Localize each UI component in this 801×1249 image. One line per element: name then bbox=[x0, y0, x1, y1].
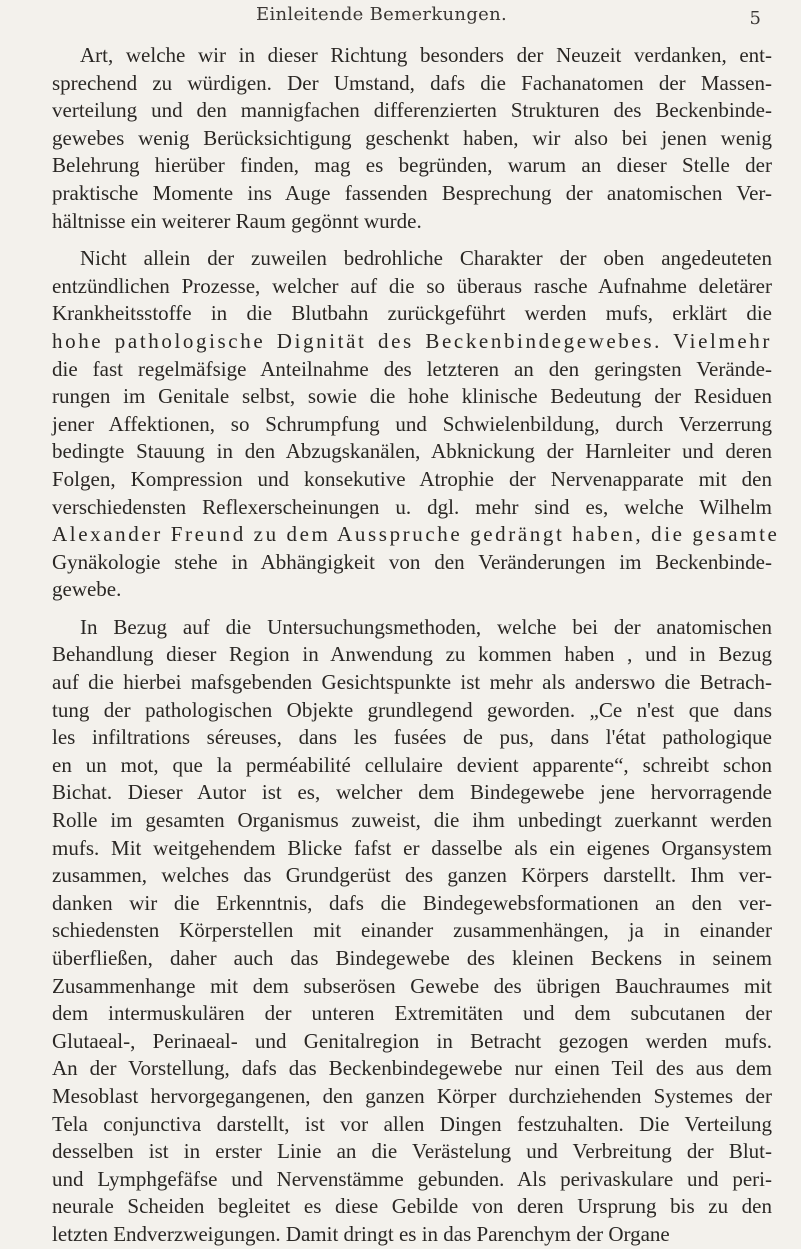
text-line: Glutaeal-, Perinaeal- und Genitalregion in Betracht gezogen werden mufs. bbox=[52, 1028, 772, 1053]
text-line: Belehrung hierüber finden, mag es begründen, warum an dieser Stelle der bbox=[52, 153, 772, 178]
text-line: Mesoblast hervorgegangenen, den ganzen Körper durchziehenden Systemes der bbox=[52, 1083, 772, 1108]
text-line: auf die hierbei mafsgebenden Gesichtspunkte ist mehr als anderswo die Betrach- bbox=[52, 670, 772, 695]
page-header bbox=[0, 4, 801, 34]
paragraph-gap bbox=[52, 235, 772, 245]
running-head: Einleitende Bemerkungen. bbox=[256, 4, 508, 25]
body-text bbox=[52, 42, 780, 1249]
text-line: verschiedensten Reflexerscheinungen u. dgl. mehr sind es, welche Wilhelm bbox=[52, 494, 772, 519]
paragraph bbox=[52, 42, 772, 235]
text-line: schiedensten Körperstellen mit einander zusammenhängen, ja in einander bbox=[52, 918, 772, 943]
text-line: Zusammenhange mit dem subserösen Gewebe des übrigen Bauchraumes mit bbox=[52, 973, 772, 998]
text-line: praktische Momente ins Auge fassenden Besprechung der anatomischen Ver- bbox=[52, 180, 772, 205]
text-line: und Lymphgefäfse und Nervenstämme gebunden. Als perivaskulare und peri- bbox=[52, 1166, 772, 1191]
text-line: desselben ist in erster Linie an die Verästelung und Verbreitung der Blut- bbox=[52, 1139, 772, 1164]
paragraph bbox=[52, 614, 772, 1249]
text-line: Alexander Freund zu dem Ausspruche gedrängt haben, die gesamte bbox=[52, 522, 780, 547]
text-line: Bichat. Dieser Autor ist es, welcher dem Bindegewebe jene hervorragende bbox=[52, 780, 772, 805]
paragraph bbox=[52, 245, 780, 604]
text-line: die fast regelmäfsige Anteilnahme des letzteren an den geringsten Verände- bbox=[52, 356, 772, 381]
text-line: mufs. Mit weitgehendem Blicke fafst er dasselbe als ein eigenes Organsystem bbox=[52, 835, 772, 860]
text-line: Folgen, Kompression und konsekutive Atrophie der Nervenapparate mit den bbox=[52, 466, 772, 491]
text-line: Behandlung dieser Region in Anwendung zu kommen haben , und in Bezug bbox=[52, 642, 772, 667]
text-line: tung der pathologischen Objekte grundlegend geworden. „Ce n'est que dans bbox=[52, 697, 772, 722]
text-line: überfließen, daher auch das Bindegewebe des kleinen Beckens in seinem bbox=[52, 946, 772, 970]
text-line: neurale Scheiden begleitet es diese Gebilde von deren Ursprung bis zu den bbox=[52, 1194, 772, 1219]
paragraph-gap bbox=[52, 604, 772, 614]
page-number: 5 bbox=[749, 8, 761, 29]
text-line: jener Affektionen, so Schrumpfung und Schwielenbildung, durch Verzerrung bbox=[52, 411, 772, 436]
text-line: hohe pathologische Dignität des Beckenbindegewebes. Vielmehr bbox=[52, 328, 772, 353]
text-line: letzten Endverzweigungen. Damit dringt es in das Parenchym der Organe bbox=[52, 1221, 670, 1246]
text-line: Nicht allein der zuweilen bedrohliche Charakter der oben angedeuteten bbox=[80, 246, 772, 271]
text-line: sprechend zu würdigen. Der Umstand, dafs die Fachanatomen der Massen- bbox=[52, 70, 772, 95]
text-line: dem intermuskulären der unteren Extremitäten und dem subcutanen der bbox=[52, 1001, 772, 1026]
text-line: Gynäkologie stehe in Abhängigkeit von den Veränderungen im Beckenbinde- bbox=[52, 549, 772, 574]
text-line: verteilung und den mannigfachen differenzierten Strukturen des Beckenbinde- bbox=[52, 98, 772, 123]
text-line: les infiltrations séreuses, dans les fusées de pus, dans l'état pathologique bbox=[52, 725, 772, 750]
text-line: In Bezug auf die Untersuchungsmethoden, welche bei der anatomischen bbox=[80, 614, 772, 639]
text-line: An der Vorstellung, dafs das Beckenbindegewebe nur einen Teil des aus dem bbox=[52, 1056, 772, 1081]
text-line: Tela conjunctiva darstellt, ist vor allen Dingen festzuhalten. Die Verteilung bbox=[52, 1111, 772, 1136]
text-line: gewebe. bbox=[52, 577, 122, 602]
text-line: danken wir die Erkenntnis, dafs die Bindegewebsformationen an den ver- bbox=[52, 890, 772, 915]
text-line: en un mot, que la perméabilité cellulaire devient apparente“, schreibt schon bbox=[52, 752, 772, 777]
text-line: zusammen, welches das Grundgerüst des ganzen Körpers darstellt. Ihm ver- bbox=[52, 863, 772, 888]
text-line: Krankheitsstoffe in die Blutbahn zurückgeführt werden mufs, erklärt die bbox=[52, 301, 772, 326]
text-line: hältnisse ein weiterer Raum gegönnt wurde. bbox=[52, 208, 422, 233]
text-line: gewebes wenig Berücksichtigung geschenkt haben, wir also bei jenen wenig bbox=[52, 125, 772, 150]
text-line: bedingte Stauung in den Abzugskanälen, Abknickung der Harnleiter und deren bbox=[52, 439, 772, 464]
text-line: entzündlichen Prozesse, welcher auf die so überaus rasche Aufnahme deletärer bbox=[52, 273, 772, 298]
text-line: Rolle im gesamten Organismus zuweist, die ihm unbedingt zuerkannt werden bbox=[52, 808, 772, 833]
text-line: rungen im Genitale selbst, sowie die hohe klinische Bedeutung der Residuen bbox=[52, 384, 772, 409]
text-line: Art, welche wir in dieser Richtung besonders der Neuzeit verdanken, ent- bbox=[80, 43, 772, 67]
